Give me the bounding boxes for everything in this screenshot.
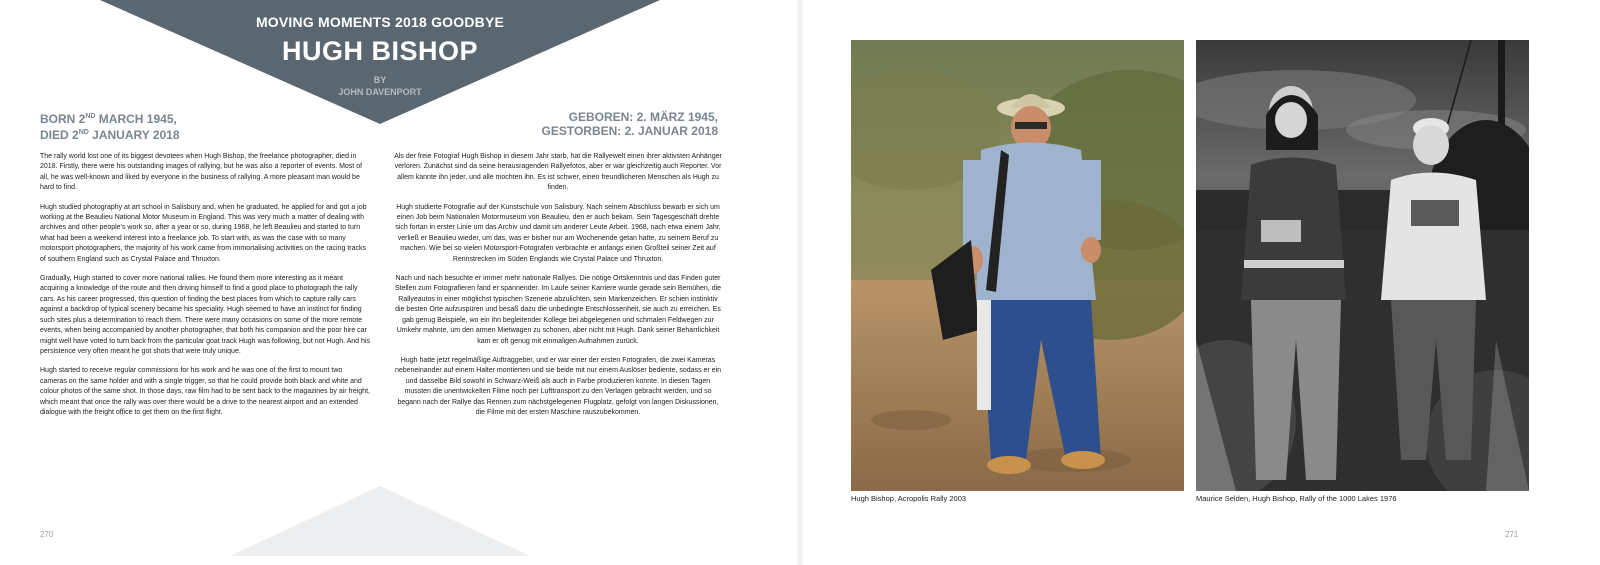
photo-1000-lakes-rally [1196,40,1529,491]
paragraph: Hugh studierte Fotografie auf der Kunstschule von Salisbury. Nach seinem Abschluss bewarb er sich um einen Job beim Nationalen Motormuseum von Beaulieu, den er auch bekam. Sein Tagesgeschäft drehte sich fortan in erster Linie um das Archiv und damit um anderer Leute Arbeit. 1968, nach etwa einem Jahr, verließ er Beaulieu wieder, um das, was er bisher nur am Wochenende getan hatte, zu seinem Beruf zu machen. Wie bei so vielen Motorsport-Fotografen verbrachte er anfangs einen Großteil seiner Zeit auf Rennstrecken im Süden Englands wie Crystal Palace und Thruxton. [395,203,721,263]
article-title: HUGH BISHOP [281,36,479,66]
paragraph: Nach und nach besuchte er immer mehr nationale Rallyes. Die nötige Ortskenntnis und das Finden guter Stellen zum Fotografieren fand er spannender. Im Laufe seiner Karriere wurde gerade sein Bemühen, die Rallyeautos in einer möglichst typischen Szenerie abzulichten, sein Markenzeichen. Er schien instinktiv die besten Orte aufzuspüren und besaß dazu die unbedingte Entschlossenheit, sie auch zu erreichen. Es gab genug Beispiele, wo ein ihn begleitender Kollege bei abgelegenen und schmalen Feldwegen zur Umkehr mahnte, um den armen Mietwagen zu schonen, aber nicht mit Hugh. Dank seiner Beharrlichkeit kam er oft genug mit einmaligen Aufnahmen zurück. [394,275,722,345]
photo-image [1196,40,1529,491]
decorative-triangle [230,486,530,556]
photo-acropolis-rally [851,40,1184,491]
dates-english [40,110,180,142]
paragraph: Hugh hatte jetzt regelmäßige Auftraggeber, und er war einer der ersten Fotografen, die zwei Kameras nebeneinander auf einem Halter montierten und sie beide mit nur einem Auslöser bediente, sodass er ein und dasselbe Bild sowohl in Schwarz-Weiß als auch in Farbe produzieren konnte. In diesen Tagen mussten die unentwickelten Filme noch per Lufttransport zu den Verlagen gebracht werden, und so begann nach der Rallye das Rennen zum nächstgelegenen Flugplatz, gefolgt von langen Diskussionen, die Filme mit der ersten Maschine rauszubekommen. [394,356,722,416]
paragraph: Hugh started to receive regular commissions for his work and he was one of the first to mount two cameras on the same holder and with a single trigger, so that he could provide both black and white and colour photos of the same shot. In those days, raw film had to be sent back to the magazines by air freight, which meant that once the rally was over there would be a drive to the nearest airport and an extended dialogue with the freight office to get them on the first flight. [40,367,370,416]
photo-image [851,40,1184,491]
book-gutter [796,0,804,565]
paragraph: The rally world lost one of its biggest devotees when Hugh Bishop, the freelance photographer, died in 2018. Firstly, there were his outstanding images of rallying, but he was also a reporter of events. Most of all, he was well-known and liked by everyone in the business of rallying. A more pleasant man would be hard to find. [40,153,363,192]
geboren-date: GEBOREN: 2. MÄRZ 1945, [568,110,718,124]
page-number-right: 271 [1505,530,1519,539]
page-number-left: 270 [40,530,54,539]
title-banner [100,0,660,128]
author-name: JOHN DAVENPORT [338,87,422,97]
german-column [393,152,723,427]
english-column [40,152,370,427]
paragraph: Hugh studied photography at art school in Salisbury and, when he graduated, he applied for and got a job working at the Beaulieu National Motor Museum in England. This was very much a matter of dealing with archives and other people’s work so, after a year or so, during 1968, he left Beaulieu and started to turn what had been a weekend interest into a freelance job. To start with, as was the case with so many motorsport photographers, the majority of his work came from immortalising activities on the racing tracks of southern England such as Crystal Palace and Thruxton. [40,203,367,263]
died-date: DIED 2ND JANUARY 2018 [40,128,180,142]
byline-label: BY [373,75,387,85]
banner-kicker: MOVING MOMENTS 2018 GOODBYE [255,14,505,30]
photo-caption: Maurice Selden, Hugh Bishop, Rally of the 1000 Lakes 1976 [1196,494,1397,503]
born-date: BORN 2ND MARCH 1945, [40,112,177,126]
paragraph: Gradually, Hugh started to cover more national rallies. He found them more interesting as it meant acquiring a knowledge of the route and then driving himself to find a good place to photograph the rally cars. As his career progressed, this question of finding the best places from which to capture rally cars against a backdrop of typical scenery became his speciality. Hugh seemed to have an instinct for finding such sites plus a determination to reach them. There were many occasions on some of the more remote events, when being accompanied by another photographer, that both his companion and the poor hire car might well have voted to turn back from the particular goat track Hugh was following, but not Hugh. And his persistence very often meant he got shots that were truly unique. [40,275,370,355]
dates-german [458,110,718,138]
paragraph: Als der freie Fotograf Hugh Bishop in diesem Jahr starb, hat die Rallyewelt einen ihrer aktivsten Anhänger verloren. Zunächst sind da seine herausragenden Rallyefotos, aber er war gleichzeitig auch Reporter. Vor allem kannte ihn jeder, und alle mochten ihn. Es ist schwer, einen freundlicheren Menschen als Hugh zu finden. [394,153,722,192]
gestorben-date: GESTORBEN: 2. JANUAR 2018 [541,124,718,138]
photo-caption: Hugh Bishop, Acropolis Rally 2003 [851,494,967,503]
